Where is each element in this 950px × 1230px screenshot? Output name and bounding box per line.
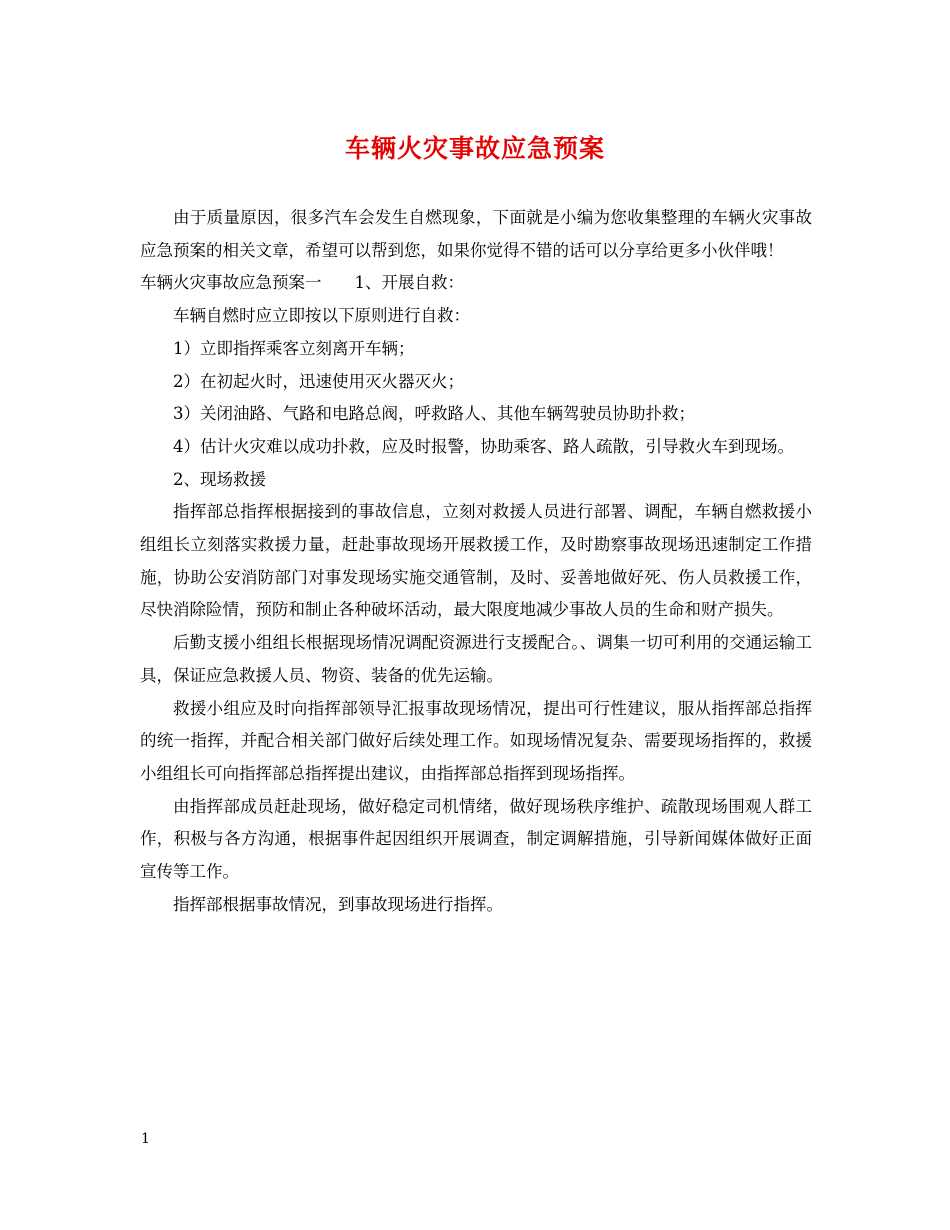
list-item-4: 4）估计火灾难以成功扑救，应及时报警，协助乘客、路人疏散，引导救火车到现场。 <box>173 436 794 456</box>
list-item-2: 2）在初起火时，迅速使用灭火器灭火； <box>173 371 464 391</box>
list-item-3: 3）关闭油路、气路和电路总阀，呼救路人、其他车辆驾驶员协助扑救； <box>173 404 695 424</box>
document-body <box>140 202 812 921</box>
paragraph-self-rescue-principles: 车辆自燃时应立即按以下原则进行自救： <box>173 306 470 326</box>
paragraph-rescue-team-report: 救援小组应及时向指挥部领导汇报事故现场情况，提出可行性建议，服从指挥部总指挥的统一指挥，并配合相关部门做好后续处理工作。如现场情况复杂、需要现场指挥的，救援小组组长可向指挥部总指挥提出建议，由指挥部总指挥到现场指挥。 <box>140 698 812 783</box>
paragraph-onsite-command: 指挥部根据事故情况，到事故现场进行指挥。 <box>173 894 503 914</box>
paragraph-command: 指挥部总指挥根据接到的事故信息，立刻对救援人员进行部署、调配，车辆自燃救援小组组长立刻落实救援力量，赶赴事故现场开展救援工作，及时勘察事故现场迅速制定工作措施，协助公安消防部门对事发现场实施交通管制，及时、妥善地做好死、伤人员救援工作，尽快消除险情，预防和制止各种破坏活动，最大限度地减少事故人员的生命和财产损失。 <box>140 502 812 620</box>
section-heading-line: 车辆火灾事故应急预案一 1、开展自救： <box>140 273 464 293</box>
paragraph-logistics: 后勤支援小组组长根据现场情况调配资源进行支援配合。、调集一切可利用的交通运输工具，保证应急救援人员、物资、装备的优先运输。 <box>140 633 812 685</box>
list-item-1: 1）立即指挥乘客立刻离开车辆； <box>173 338 415 358</box>
intro-paragraph: 由于质量原因，很多汽车会发生自燃现象，下面就是小编为您收集整理的车辆火灾事故应急预案的相关文章，希望可以帮到您，如果你觉得不错的话可以分享给更多小伙伴哦！ <box>140 208 812 260</box>
paragraph-onsite-order: 由指挥部成员赶赴现场，做好稳定司机情绪，做好现场秩序维护、疏散现场围观人群工作，积极与各方沟通，根据事件起因组织开展调查，制定调解措施，引导新闻媒体做好正面宣传等工作。 <box>140 796 812 882</box>
document-title: 车辆火灾事故应急预案 <box>344 134 605 163</box>
section-heading-onsite-rescue: 2、现场救援 <box>173 469 266 489</box>
page-number: 1 <box>141 1131 150 1147</box>
